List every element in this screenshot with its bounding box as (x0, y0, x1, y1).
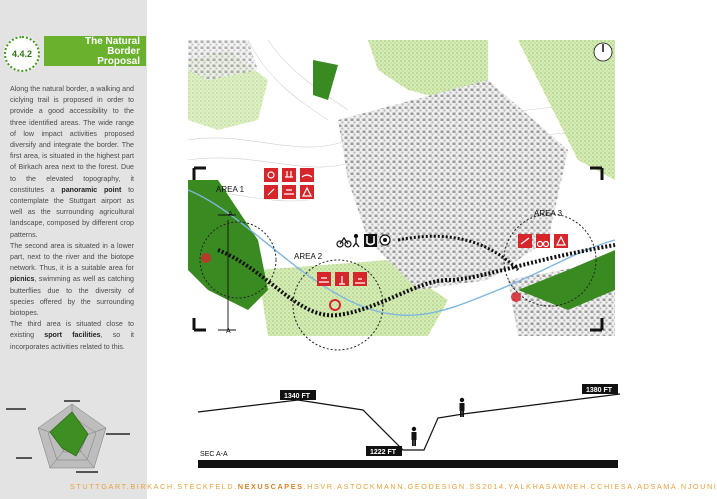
paragraph-1 (10, 84, 134, 241)
title-bar (44, 36, 146, 66)
paragraph-2 (10, 241, 134, 319)
table-icon (282, 168, 296, 182)
p2-text-b: , swimming as well as catching butterflies due to the diversity of species offered by the surrounding biotopes. (10, 275, 134, 318)
paragraph-3 (10, 319, 134, 353)
icons-area-2 (317, 272, 367, 286)
area-3-spot (511, 292, 521, 302)
p1-highlight: panoramic point (61, 185, 122, 194)
section-a-a (188, 376, 620, 472)
title-line-3: Proposal (97, 56, 140, 67)
label-1222-text: 1222 FT (370, 449, 397, 456)
stop-icon (380, 235, 390, 245)
section-title: SEC A-A (200, 451, 228, 458)
label-1380-text: 1380 FT (586, 387, 613, 394)
footer-text-a: STUTTGART.BIRKACH.STECKFELD. (70, 482, 238, 491)
label-1222 (366, 446, 402, 456)
area-3-label: AREA 3 (534, 209, 563, 218)
radar-label-bottom-left (16, 457, 32, 459)
tennis-icon (264, 168, 278, 182)
site-map (188, 40, 615, 336)
section-ground-bar (198, 460, 618, 468)
p1-text-b: to contemplate the Stuttgart airport as well as the surrounding agricultural landscape, composed by different crop patterns. (10, 185, 134, 239)
p3-highlight: sport facilities (44, 331, 101, 340)
p3-text-b: , so it incorporates activities related to this. (10, 331, 134, 351)
footer-text-b: .HSVR.ASTOCKMANN.GEODESIGN.SS2014.YALKHASAWNEH.CCHIESA.ADSAMA.NJOUNI (303, 482, 717, 491)
title-line-2: Border (107, 46, 140, 57)
label-1380 (582, 384, 618, 394)
radar-label-right (106, 433, 130, 435)
radar-label-top (64, 400, 80, 402)
label-1340-text: 1340 FT (284, 393, 311, 400)
icons-area-3 (518, 234, 568, 248)
underground-icon (364, 234, 377, 247)
area-1-label: AREA 1 (216, 185, 245, 194)
radar-label-left (6, 408, 26, 410)
footer-highlight: NEXUSCAPES (237, 482, 304, 491)
section-marker-bottom: A (226, 328, 231, 335)
footer-credits (70, 482, 717, 491)
title-line-1: The Natural (84, 36, 140, 47)
picnic-table-icon (317, 272, 331, 286)
area-2-label: AREA 2 (294, 252, 323, 261)
label-1340 (280, 390, 316, 400)
activity-radar-chart (2, 400, 142, 478)
section-number-badge: 4.4.2 (4, 36, 40, 72)
person-figure-valley (412, 427, 417, 446)
p2-text-a: The second area is situated in a lower part, next to the river and the biotope network. Thus, it is a suitable area for (10, 241, 134, 273)
p1-text-a: Along the natural border, a walking and ciclying trail is proposed in order to provide a good accessibility to the three identified areas. The wide range of low impact activities proposed diversify and integrate the border. The first area, is situated in the highest part of Birkach area next to the forest. Due to the elevated topography, it constitutes a (10, 85, 134, 194)
area-1-spot (201, 253, 211, 263)
picnic-bench-icon (282, 185, 296, 199)
north-arrow-icon (594, 43, 612, 61)
section-marker-top: A (228, 211, 233, 218)
terrain-profile (198, 394, 620, 450)
p2-highlight: picnics (10, 275, 35, 284)
p3-text-a: The third area is situated close to existing (10, 320, 134, 340)
description-text (10, 84, 134, 353)
page-title (42, 37, 140, 67)
radar-label-bottom-right (76, 471, 98, 473)
